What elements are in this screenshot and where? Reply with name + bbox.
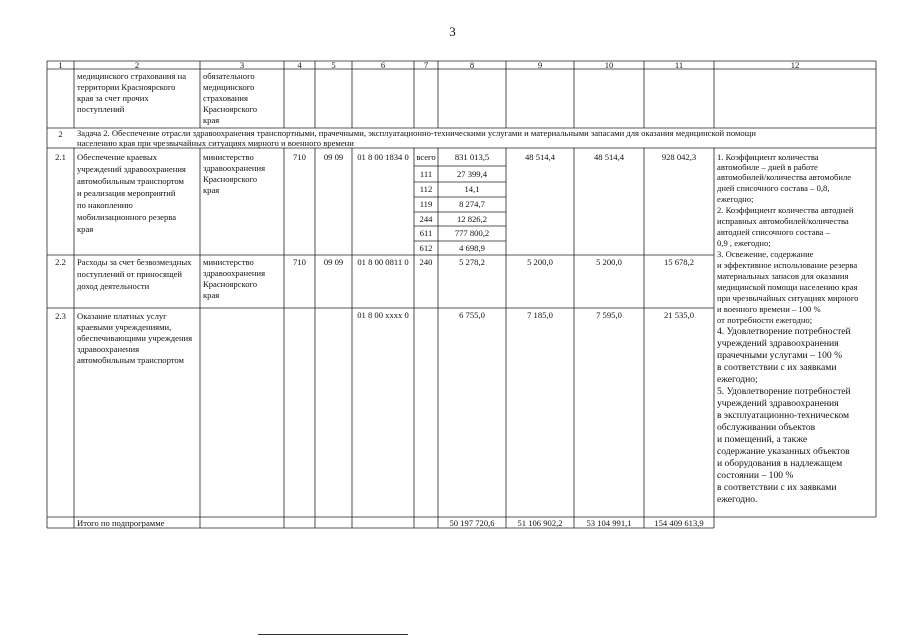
row21-vr: 119: [419, 199, 433, 209]
row21-rzpr: 09 09: [323, 152, 344, 162]
result-line: обслуживании объектов: [717, 422, 816, 433]
result-line: в эксплуатационно-техническом: [717, 410, 850, 421]
row21-vr-total: всего: [416, 152, 436, 162]
task2-number: 2: [58, 129, 63, 139]
row21-vr: 111: [419, 169, 433, 179]
result-line: и помещений, а также: [717, 434, 808, 445]
row22-name-line: Расходы за счет безвозмездных: [77, 257, 192, 267]
result-line: 5. Удовлетворение потребностей: [717, 386, 851, 397]
header-col-8: 8: [469, 60, 475, 70]
itogo-v2: 51 106 902,2: [517, 518, 563, 528]
row22-name-line: поступлений от приносящей: [77, 269, 183, 279]
itogo-v3: 53 104 991,1: [586, 518, 632, 528]
row22-grbs-line: Красноярского: [203, 279, 258, 289]
row22-name-line: доход деятельности: [77, 281, 150, 291]
header-col-11: 11: [674, 60, 684, 70]
task2-title-line: населению края при чрезвычайных ситуациях мирного и военного времени: [77, 138, 354, 148]
result-line: ежегодно;: [717, 194, 754, 204]
cont-name-line: медицинского страхования на: [77, 71, 187, 81]
result-line: материальных запасов для оказания: [717, 271, 849, 281]
itogo-v1: 50 197 720,6: [449, 518, 495, 528]
result-line: в соответствии с их заявками: [717, 362, 837, 373]
row21-number: 2.1: [55, 152, 66, 162]
header-col-12: 12: [790, 60, 800, 70]
row21-v1: 8 274,7: [459, 199, 485, 209]
row21-name-line: автомобильным транспортом: [77, 176, 184, 186]
row21-v1: 12 826,2: [456, 214, 488, 224]
row23-csr: 01 8 00 хххх 0: [357, 310, 409, 320]
page-number: 3: [449, 24, 456, 39]
row22-v3: 5 200,0: [596, 257, 622, 267]
row21-v1: 14,1: [464, 184, 480, 194]
result-line: автомобиле – дней в работе: [717, 162, 818, 172]
row21-total: 928 042,3: [661, 152, 697, 162]
itogo-total: 154 409 613,9: [654, 518, 704, 528]
header-col-1: 1: [58, 60, 63, 70]
cont-grbs-line: медицинского: [203, 82, 255, 92]
footer-rule: [258, 634, 408, 635]
result-line: 3. Освежение, содержание: [717, 249, 814, 259]
result-line: медицинской помощи населению края: [717, 282, 858, 292]
row21-grbs-line: Красноярского: [203, 174, 258, 184]
row21-v1-total: 831 013,5: [454, 152, 490, 162]
row21-v1: 27 399,4: [456, 169, 488, 179]
row21-name-line: учреждений здравоохранения: [77, 164, 186, 174]
row21-grbs-code: 710: [293, 152, 306, 162]
row22-number: 2.2: [55, 257, 66, 267]
row21-v3: 48 514,4: [593, 152, 625, 162]
header-col-10: 10: [604, 60, 614, 70]
row22-rzpr: 09 09: [323, 257, 344, 267]
row22-v2: 5 200,0: [527, 257, 553, 267]
row22-v1: 5 278,2: [459, 257, 485, 267]
result-line: и военного времени – 100 %: [717, 304, 821, 314]
cont-grbs-line: страхования: [203, 93, 248, 103]
row21-name-line: по накоплению: [77, 200, 133, 210]
result-line: при чрезвычайных ситуациях мирного: [717, 293, 859, 303]
row21-vr: 244: [419, 214, 433, 224]
result-line: и эффективное использование резерва: [717, 260, 858, 270]
result-line: 1. Коэффициент количества: [717, 152, 819, 162]
result-line: от потребности ежегодно;: [717, 315, 813, 325]
row21-grbs-line: министерство: [203, 152, 254, 162]
cont-name-line: территории Красноярского: [77, 82, 176, 92]
row21-v1: 4 698,9: [459, 243, 485, 253]
header-col-5: 5: [331, 60, 336, 70]
row23-v2: 7 185,0: [527, 310, 553, 320]
row23-total: 21 535,0: [663, 310, 695, 320]
header-col-4: 4: [297, 60, 302, 70]
row23-number: 2.3: [55, 311, 66, 321]
result-line: учреждений здравоохранения: [717, 398, 839, 409]
header-col-9: 9: [537, 60, 543, 70]
result-line: дней списочного состава – 0,8,: [717, 183, 830, 193]
row22-grbs-line: здравоохранения: [203, 268, 266, 278]
row22-grbs-code: 710: [293, 257, 306, 267]
result-line: содержание указанных объектов: [717, 446, 850, 457]
result-line: ежегодно;: [717, 374, 758, 385]
result-line: автомобилей/количества автомобиле: [717, 172, 852, 182]
row23-name-line: обеспечивающими учреждения: [77, 333, 193, 343]
result-line: состоянии – 100 %: [717, 470, 794, 481]
row21-v1: 777 800,2: [454, 228, 490, 238]
row21-name-line: края: [77, 224, 94, 234]
row21-csr: 01 8 00 1834 0: [357, 152, 409, 162]
cont-grbs-line: обязательного: [203, 71, 255, 81]
result-line: исправных автомобилей/количества: [717, 216, 849, 226]
cont-grbs-line: края: [203, 115, 220, 125]
row23-v3: 7 595,0: [596, 310, 622, 320]
row23-v1: 6 755,0: [459, 310, 485, 320]
result-line: 2. Коэффициент количества автодней: [717, 205, 854, 215]
result-line: и оборудования в надлежащем: [717, 458, 843, 469]
row21-v2: 48 514,4: [524, 152, 556, 162]
row21-vr: 612: [419, 243, 433, 253]
itogo-label: Итого по подпрограмме: [77, 518, 165, 528]
header-col-7: 7: [423, 60, 429, 70]
row21-vr: 611: [419, 228, 433, 238]
result-line: 0,9 , ежегодно;: [717, 238, 771, 248]
row21-grbs-line: края: [203, 185, 220, 195]
cont-name-line: края за счет прочих: [77, 93, 149, 103]
row23-name-line: краевыми учреждениями,: [77, 322, 172, 332]
row22-grbs-line: министерство: [203, 257, 254, 267]
result-line: 4. Удовлетворение потребностей: [717, 326, 851, 337]
header-col-2: 2: [134, 60, 140, 70]
result-line: ежегодно.: [717, 494, 758, 505]
row22-csr: 01 8 00 0811 0: [357, 257, 409, 267]
row21-vr: 112: [419, 184, 433, 194]
header-col-3: 3: [239, 60, 245, 70]
task2-title-line: Задача 2. Обеспечение отрасли здравоохранения транспортными, прачечными, эксплуатационно-техническими услугами и материальными запасами для оказания медицинской помощи: [77, 128, 756, 138]
row23-name-line: Оказание платных услуг: [77, 311, 167, 321]
row23-name-line: автомобильным транспортом: [77, 355, 184, 365]
result-line: учреждений здравоохранения: [717, 338, 839, 349]
row21-name-line: Обеспечение краевых: [77, 152, 158, 162]
result-line: автодней списочного состава –: [717, 227, 830, 237]
row21-name-line: мобилизационного резерва: [77, 212, 177, 222]
result-line: в соответствии с их заявками: [717, 482, 837, 493]
cont-name-line: поступлений: [77, 104, 125, 114]
cont-grbs-line: Красноярского: [203, 104, 258, 114]
row22-total: 15 678,2: [663, 257, 695, 267]
row23-name-line: здравоохранения: [77, 344, 140, 354]
row22-grbs-line: края: [203, 290, 220, 300]
row21-grbs-line: здравоохранения: [203, 163, 266, 173]
row21-name-line: и реализация мероприятий: [77, 188, 176, 198]
header-col-6: 6: [380, 60, 386, 70]
result-line: прачечными услугами – 100 %: [717, 350, 843, 361]
row22-vr: 240: [419, 257, 433, 267]
